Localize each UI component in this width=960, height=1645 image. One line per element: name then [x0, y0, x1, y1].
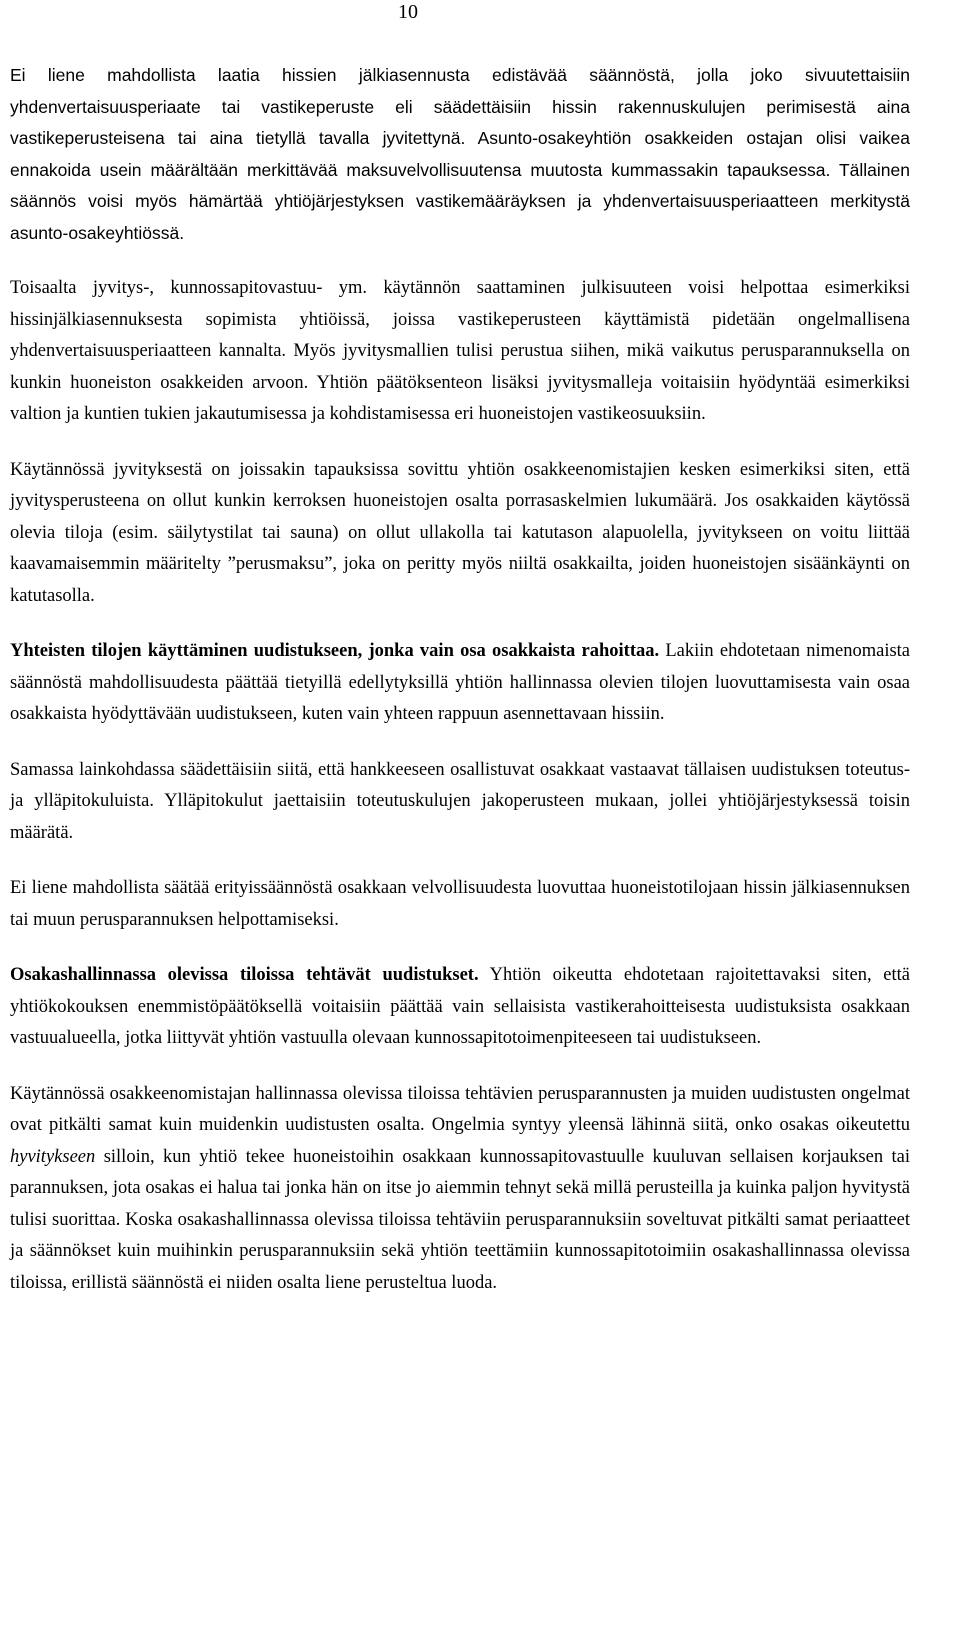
paragraph-luovutusvelvollisuus: Ei liene mahdollista säätää erityissäännöstä osakkaan velvollisuudesta luovuttaa huoneistotilojaan hissin jälkiasennuksen tai muun perusparannuksen helpottamiseksi. — [10, 878, 910, 930]
paragraph-osakashallinta — [10, 960, 910, 1055]
page-number: 10 — [398, 1, 418, 23]
paragraph-porrasaskelmat: Käytännössä jyvityksestä on joissakin tapauksissa sovittu yhtiön osakkeenomistajien kesken esimerkiksi siten, että jyvitysperusteena on ollut kunkin kerroksen huoneistojen osalta porrasaskelmien lukumäärä. Jos osakkaiden käytössä olevia tiloja (esim. säilytystilat tai sauna) on ollut ullakolla tai katutason alapuolella, jyvitykseen on voitu liittää kaavamaisemmin määritelty ”perusmaksu”, joka on peritty myös niiltä osakkailta, joiden huoneistojen sisäänkäynti on katutasolla. — [10, 459, 910, 606]
paragraph-jyvitys-kaytanto: Toisaalta jyvitys-, kunnossapitovastuu- ym. käytännön saattaminen julkisuuteen voisi helpottaa esimerkiksi hissinjälkiasennuksesta sopimista yhtiöissä, joissa vastikeperusteen käyttämistä pidetään ongelmallisena yhdenvertaisuusperiaatteen kannalta. Myös jyvitysmallien tulisi perustua siihen, mikä vaikutus perusparannuksella on kunkin huoneiston osakkeiden arvoon. Yhtiön päätöksenteon lisäksi jyvitysmalleja voitaisiin hyödyntää esimerkiksi valtion ja kuntien tukien jakautumisessa ja kohdistamisessa eri huoneistojen vastikeosuuksiin. — [10, 278, 910, 424]
paragraph-kulujen-jako: Samassa lainkohdassa säädettäisiin siitä, että hankkeeseen osallistuvat osakkaat vastaavat tällaisen uudistuksen toteutus- ja ylläpitokuluista. Ylläpitokulut jaettaisiin toteutuskulujen jakoperusteen mukaan, jollei yhtiöjärjestyksessä toisin määrätä. — [10, 759, 910, 843]
paragraph-text-before: Käytännössä osakkeenomistajan hallinnassa olevissa tiloissa tehtävien perusparannusten ja muiden uudistusten ongelmat ovat pitkälti samat kuin muidenkin uudistusten osalta. Ongelmia syntyy yleensä lähinnä siitä, onko osakas oikeutettu — [10, 1083, 910, 1135]
section-heading-osakashallinta: Osakashallinnassa olevissa tiloissa tehtävät uudistukset. — [10, 965, 479, 985]
paragraph-text: Yhtiön oikeutta ehdotetaan rajoitettavaksi siten, että yhtiökokouksen enemmistöpäätöksellä voitaisiin päättää vain sellaisista vastikerahoitteisesta uudistuksista osakkaan vastuualueella, jotka liittyvät yhtiön vastuulla olevaan kunnossapitotoimenpiteeseen tai uudistukseen. — [10, 965, 910, 1048]
paragraph-yhteiset-tilat — [10, 636, 910, 731]
paragraph-hissien-jalkiasennus: Ei liene mahdollista laatia hissien jälkiasennusta edistävää säännöstä, jolla joko sivuutettaisiin yhdenvertaisuusperiaate tai vastikeperuste eli säädettäisiin hissin rakennuskulujen perimisestä aina vastikeperusteisena tai aina tietyllä tavalla jyvitettynä. Asunto-osakeyhtiön osakkeiden ostajan olisi vaikea ennakoida usein määrältään merkittävää maksuvelvollisuutensa muutosta kummassakin tapauksessa. Tällainen säännös voisi myös hämärtää yhtiöjärjestyksen vastikemääräyksen ja yhdenvertaisuusperiaatteen merkitystä asunto-osakeyhtiössä. — [10, 65, 910, 243]
section-heading-yhteiset-tilat: Yhteisten tilojen käyttäminen uudistukseen, jonka vain osa osakkaista rahoittaa. — [10, 641, 660, 661]
emphasis-hyvitykseen: hyvitykseen — [10, 1146, 96, 1167]
paragraph-text-after: silloin, kun yhtiö tekee huoneistoihin osakkaan kunnossapitovastuulle kuuluvan sellaisen korjauksen tai parannuksen, jota osakas ei halua tai jonka hän on itse jo aiemmin tehnyt sekä millä perusteilla ja kuinka paljon hyvitystä tulisi suorittaa. Koska osakashallinnassa olevissa tiloissa tehtäviin perusparannuksiin soveltuvat pitkälti samat periaatteet ja säännökset kuin muihinkin perusparannuksiin sekä yhtiön teettämiin kunnossapitotoimiin osakashallinnassa olevissa tiloissa, erillistä säännöstä ei niiden osalta liene perusteltua luoda. — [10, 1146, 911, 1293]
paragraph-text: Lakiin ehdotetaan nimenomaista säännöstä mahdollisuudesta päättää tietyillä edellytyksillä yhtiön hallinnassa olevien tilojen luovuttamisesta vain osaa osakkaista hyödyttävään uudistukseen, kuten vain yhteen rappuun asennettavaan hissiin. — [10, 641, 911, 724]
paragraph-hyvitys — [10, 1079, 910, 1300]
document-body — [10, 60, 910, 1323]
